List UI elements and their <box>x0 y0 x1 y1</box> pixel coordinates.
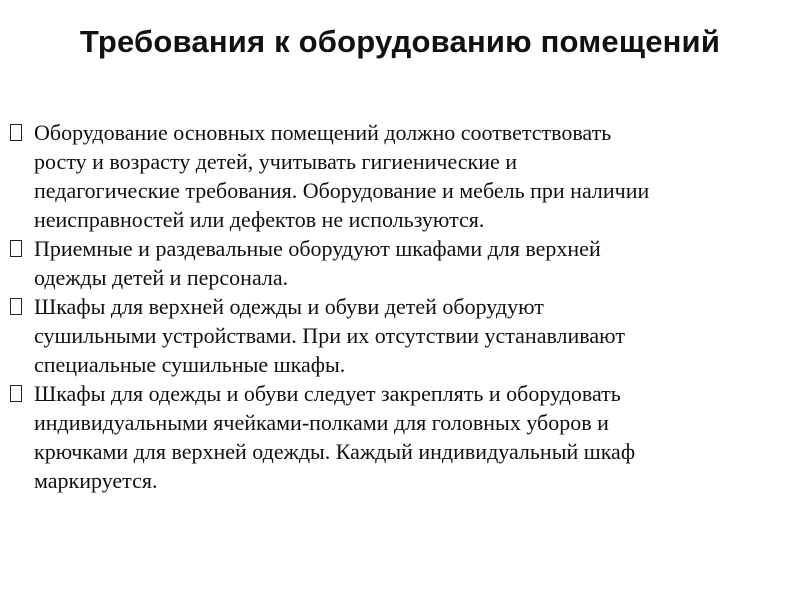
bullet-line: Приемные и раздевальные оборудуют шкафами для верхней <box>34 236 601 261</box>
bullet-item <box>10 118 780 234</box>
slide-title: Требования к оборудованию помещений <box>79 24 721 59</box>
bullet-item <box>10 379 780 495</box>
bullet-box-icon <box>10 240 22 257</box>
bullet-line: неисправностей или дефектов не используются. <box>34 207 485 232</box>
bullet-line: маркируется. <box>34 468 158 493</box>
bullet-item <box>10 292 780 379</box>
bullet-line: росту и возрасту детей, учитывать гигиенические и <box>34 149 518 174</box>
bullet-line: педагогические требования. Оборудование и мебель при наличии <box>34 178 650 203</box>
bullet-line: Оборудование основных помещений должно соответствовать <box>34 120 612 145</box>
bullet-line: специальные сушильные шкафы. <box>34 352 346 377</box>
bullet-line: индивидуальными ячейками-полками для головных уборов и <box>34 410 609 435</box>
slide-body <box>10 118 780 495</box>
bullet-line: крючками для верхней одежды. Каждый индивидуальный шкаф <box>34 439 636 464</box>
bullet-line: одежды детей и персонала. <box>34 265 289 290</box>
bullet-line: сушильными устройствами. При их отсутствии устанавливают <box>34 323 625 348</box>
bullet-line: Шкафы для одежды и обуви следует закреплять и оборудовать <box>34 381 621 406</box>
bullet-box-icon <box>10 385 22 402</box>
bullet-box-icon <box>10 124 22 141</box>
bullet-item <box>10 234 780 292</box>
bullet-line: Шкафы для верхней одежды и обуви детей оборудуют <box>34 294 544 319</box>
bullet-box-icon <box>10 298 22 315</box>
